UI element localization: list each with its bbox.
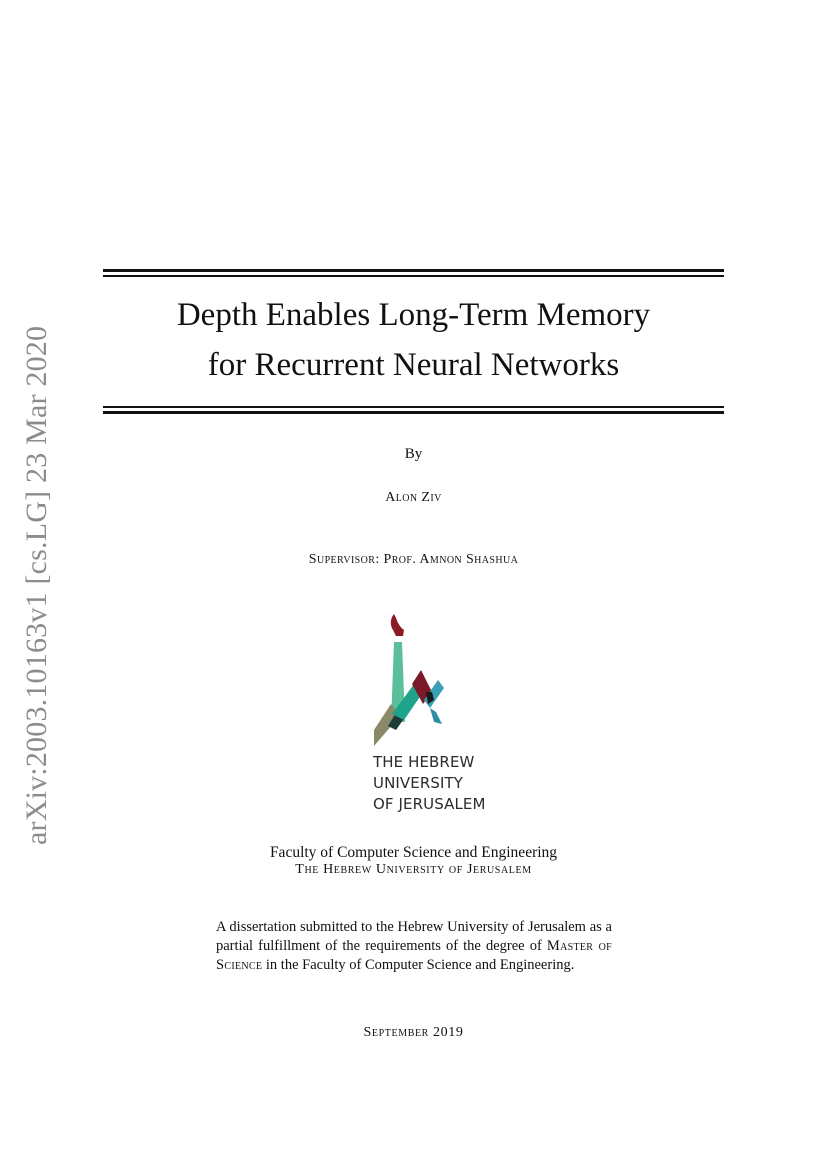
title-top-rule bbox=[103, 269, 724, 277]
logo-blue-tail bbox=[430, 708, 442, 724]
dissertation-text-part2: in the Faculty of Computer Science and Engineering. bbox=[262, 957, 575, 973]
title-bottom-rule bbox=[103, 406, 724, 414]
thesis-title bbox=[103, 290, 724, 390]
hebrew-university-logo-icon bbox=[368, 612, 458, 752]
faculty-name: Faculty of Computer Science and Engineering bbox=[269, 844, 558, 861]
dissertation-statement bbox=[216, 918, 612, 975]
logo-line-1: THE HEBREW bbox=[373, 753, 475, 771]
submission-date: September 2019 bbox=[363, 1025, 464, 1040]
degree-name: Master of Science bbox=[216, 938, 613, 973]
logo-line-2: UNIVERSITY bbox=[373, 774, 464, 792]
university-name: The Hebrew University of Jerusalem bbox=[295, 862, 532, 877]
supervisor-line: Supervisor: Prof. Amnon Shashua bbox=[308, 552, 519, 567]
by-label: By bbox=[404, 446, 423, 462]
logo-wordmark bbox=[373, 752, 486, 815]
logo-torch-flame bbox=[391, 614, 404, 636]
title-line-2: for Recurrent Neural Networks bbox=[207, 347, 620, 383]
dissertation-text-part1: A dissertation submitted to the Hebrew University of Jerusalem as a partial fulfillment of the requirements of the degree of bbox=[216, 919, 612, 954]
author-name: Alon Ziv bbox=[385, 490, 442, 505]
title-line-1: Depth Enables Long-Term Memory bbox=[176, 297, 651, 333]
arxiv-identifier: arXiv:2003.10163v1 [cs.LG] 23 Mar 2020 bbox=[20, 325, 53, 845]
logo-line-3: OF JERUSALEM bbox=[373, 795, 486, 813]
